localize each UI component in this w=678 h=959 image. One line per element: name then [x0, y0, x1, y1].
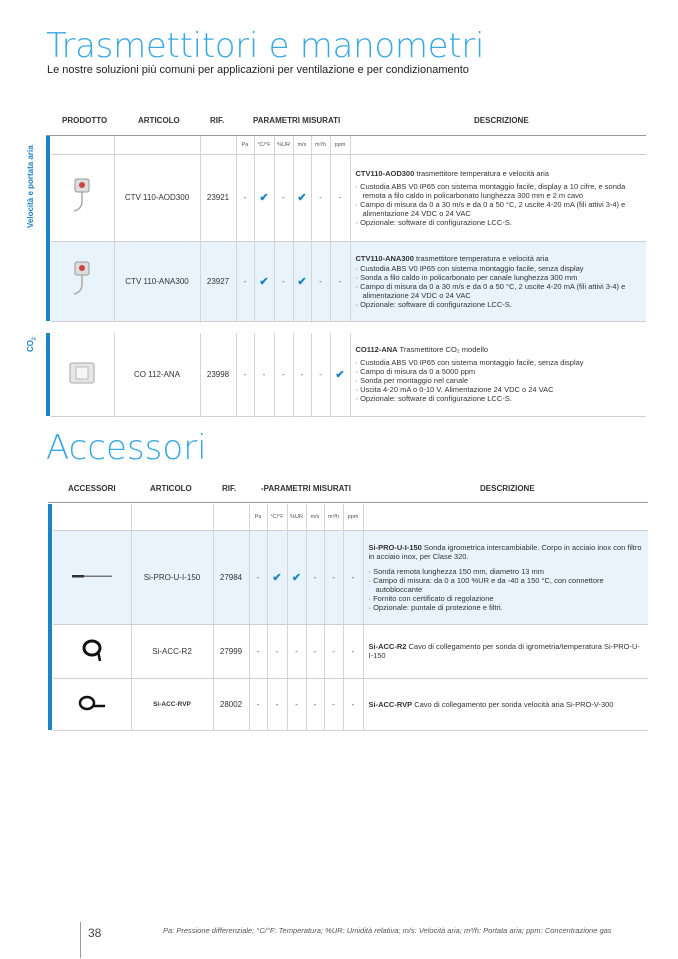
desc-title: Si-PRO-U-I-150 [368, 542, 422, 552]
col-descrizione: DESCRIZIONE [480, 484, 535, 493]
param-cell: - [311, 333, 330, 416]
param-cell: - [343, 530, 363, 624]
param-cell: - [274, 333, 293, 416]
cable-coil-icon [80, 637, 104, 663]
param-cell: ✔ [267, 530, 287, 624]
param-cell: - [330, 154, 350, 241]
section-bar-accessories [48, 504, 52, 730]
accessories-table [53, 504, 648, 731]
unit-temp: °C/°F [254, 136, 274, 154]
param-cell: - [306, 624, 324, 678]
unit-m3h: m³/h [311, 136, 330, 154]
page-subtitle: Le nostre soluzioni più comuni per applicazioni per ventilazione e per condizionamento [47, 64, 469, 76]
unit-ppm: ppm [330, 136, 350, 154]
table-row [51, 154, 646, 241]
col-articolo: ARTICOLO [138, 116, 180, 125]
section-label-velocita: Velocità e portata aria [26, 145, 35, 228]
desc-title: CTV110-AOD300 [355, 168, 415, 178]
unit-ms: m/s [306, 504, 324, 530]
unit-pa: Pa [236, 136, 254, 154]
param-cell: - [311, 241, 330, 321]
desc-item: · Opzionale: puntale di protezione e filtri. [369, 603, 643, 612]
param-cell: ✔ [293, 241, 311, 321]
probe-icon [70, 572, 114, 580]
table-row [51, 241, 646, 321]
param-cell: - [306, 678, 324, 730]
accessory-image [53, 530, 131, 624]
unit-ur: %UR [274, 136, 293, 154]
param-cell: ✔ [254, 241, 274, 321]
param-cell: - [267, 678, 287, 730]
desc-title-rest: Sonda igrometrica intercambiabile. Corpo in acciaio inox con filtro in acciaio inox, per Clase 320. [368, 542, 642, 561]
desc-item: · Custodia ABS V0 IP65 con sistema montaggio facile, senza display [356, 264, 641, 273]
section-bar-co2 [46, 333, 50, 416]
param-cell: - [324, 624, 343, 678]
description [363, 678, 648, 730]
unit-temp: °C/°F [267, 504, 287, 530]
transmitter-icon [70, 177, 94, 217]
unit-ppm: ppm [343, 504, 363, 530]
footnote: Pa: Pressione differenziale; °C/°F: Temperatura; %UR: Umidità relativa; m/s: Velocità aria; m³/h: Portata aria; ppm: Concentrazione gas [163, 926, 612, 935]
table-row [53, 678, 648, 730]
col-parametri: PARAMETRI MISURATI [253, 116, 341, 125]
desc-item: · Opzionale: software di configurazione LCC-S. [356, 394, 641, 403]
desc-item: · Sonda remota lunghezza 150 mm, diametro 13 mm [369, 567, 643, 576]
desc-item: · Custodia ABS V0 IP65 con sistema montaggio facile, display a 10 cifre, e sonda remota a filo caldo in policarbonato lunghezza 300 mm e 2 m cavo [356, 182, 641, 200]
co2-sensor-icon [68, 361, 96, 385]
rif: 23921 [200, 154, 236, 241]
desc-item: · Fornito con certificato di regolazione [369, 594, 643, 603]
rif: 28002 [213, 678, 249, 730]
description [350, 333, 646, 416]
unit-ms: m/s [293, 136, 311, 154]
section-bar-velocita [46, 136, 50, 321]
product-image [51, 154, 114, 241]
desc-item: · Campo di misura: da 0 a 100 %UR e da -40 a 150 °C, con connettore autobloccante [369, 576, 643, 594]
desc-title: Si-ACC-RVP [368, 699, 413, 709]
footer-divider [80, 922, 81, 958]
desc-item: · Custodia ABS V0 IP65 con sistema montaggio facile, senza display [356, 358, 641, 367]
desc-item: · Opzionale: software di configurazione LCC-S. [356, 218, 641, 227]
unit-pa: Pa [249, 504, 267, 530]
param-cell: - [236, 241, 254, 321]
desc-title: CO112-ANA [355, 345, 398, 355]
param-cell: - [236, 333, 254, 416]
col-articolo: ARTICOLO [150, 484, 192, 493]
unit-m3h: m³/h [324, 504, 343, 530]
param-cell: - [274, 154, 293, 241]
col-prodotto: PRODOTTO [62, 116, 108, 125]
desc-title: CTV110-ANA300 [355, 253, 414, 263]
table-row [51, 333, 646, 416]
param-cell: ✔ [254, 154, 274, 241]
param-cell: - [343, 678, 363, 730]
desc-item: · Campo di misura da 0 a 30 m/s e da 0 a 50 °C, 2 uscite 4-20 mA (fili attivi 3-4) e alimentazione 24 VDC o 24 VAC [356, 282, 641, 300]
param-cell: - [249, 624, 267, 678]
rif: 27984 [213, 530, 249, 624]
table-row [53, 530, 648, 624]
transmitter-icon [70, 260, 94, 300]
rif: 23927 [200, 241, 236, 321]
col-rif: RIF. [210, 116, 225, 125]
page-title: Trasmettitori e manometri [46, 26, 485, 66]
param-cell: - [236, 154, 254, 241]
table-row [53, 624, 648, 678]
desc-item: · Sonda a filo caldo in policarbonato per canale lunghezza 300 mm [356, 273, 641, 282]
param-cell: - [306, 530, 324, 624]
desc-title-rest: Trasmettitore CO₂ modello [397, 345, 489, 355]
desc-item: · Opzionale: software di configurazione LCC-S. [356, 300, 641, 309]
desc-title: Si-ACC-R2 [368, 642, 407, 651]
param-cell: - [249, 678, 267, 730]
articolo: CTV 110-ANA300 [114, 241, 200, 321]
param-cell: - [287, 678, 306, 730]
description [350, 154, 646, 241]
param-cell: ✔ [330, 333, 350, 416]
col-accessori: ACCESSORI [68, 484, 116, 493]
desc-item: · Uscita 4-20 mA o 0-10 V. Alimentazione 24 VDC o 24 VAC [356, 385, 641, 394]
param-cell: - [324, 530, 343, 624]
param-cell: - [311, 154, 330, 241]
description [363, 530, 648, 624]
description [350, 241, 646, 321]
product-image [51, 241, 114, 321]
accessory-image [53, 678, 131, 730]
param-cell: - [343, 624, 363, 678]
param-cell: - [330, 241, 350, 321]
param-cell: - [249, 530, 267, 624]
desc-title-rest: Cavo di collegamento per sonda velocità aria Si-PRO-V-300 [412, 699, 614, 709]
param-cell: - [274, 241, 293, 321]
unit-ur: %UR [287, 504, 306, 530]
desc-title-rest: trasmettitore temperatura e velocità aria [413, 253, 549, 263]
desc-item: · Sonda per montaggio nel canale [356, 376, 641, 385]
col-parametri: -PARAMETRI MISURATI [261, 484, 351, 493]
units-row [51, 136, 646, 154]
desc-item: · Campo di misura da 0 a 30 m/s e da 0 a 50 °C, 2 uscite 4-20 mA (fili attivi 3-4) e alimentazione 24 VDC o 24 VAC [356, 200, 641, 218]
param-cell: ✔ [287, 530, 306, 624]
param-cell: - [254, 333, 274, 416]
product-image [51, 333, 114, 416]
desc-title-rest: Cavo di collegamento per sonda di igrometria/temperatura Si-PRO-U-I-150 [368, 642, 640, 660]
param-cell: - [293, 333, 311, 416]
param-cell: - [267, 624, 287, 678]
section-label-co2: $CO_2$ [26, 337, 38, 352]
param-cell: - [324, 678, 343, 730]
page-number: 38 [88, 926, 102, 940]
units-row [53, 504, 648, 530]
rif: 23998 [200, 333, 236, 416]
articolo: Si-ACC-R2 [131, 624, 213, 678]
articolo: Si-PRO-U-I-150 [131, 530, 213, 624]
products-table-velocita [51, 136, 646, 322]
desc-title-rest: trasmettitore temperatura e velocità aria [414, 168, 549, 178]
articolo: Si-ACC-RVP [131, 678, 213, 730]
products-table-co2 [51, 333, 646, 417]
param-cell: ✔ [293, 154, 311, 241]
cable-icon [77, 693, 107, 713]
description [363, 624, 648, 678]
col-rif: RIF. [222, 484, 237, 493]
rif: 27999 [213, 624, 249, 678]
param-cell: - [287, 624, 306, 678]
articolo: CTV 110-AOD300 [114, 154, 200, 241]
col-descrizione: DESCRIZIONE [474, 116, 529, 125]
accessory-image [53, 624, 131, 678]
desc-item: · Campo di misura da 0 a 5000 ppm [356, 367, 641, 376]
header-divider [48, 502, 648, 503]
articolo: CO 112-ANA [114, 333, 200, 416]
accessories-title: Accessori [46, 428, 207, 468]
